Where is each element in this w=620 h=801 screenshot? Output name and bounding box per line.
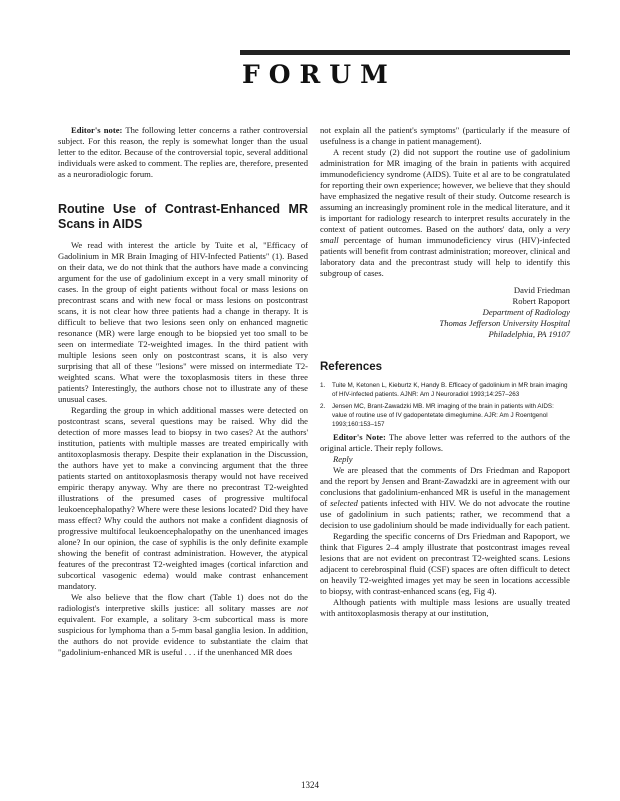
references-list <box>320 381 570 429</box>
reply-heading: Reply <box>333 454 353 464</box>
editors-note-label: Editor's note: <box>71 125 123 135</box>
author-institution: Thomas Jefferson University Hospital <box>439 318 570 328</box>
editors-note-text: The following letter concerns a rather controversial subject. For this reason, the reply is somewhat longer than the usual letter to the editor. Because of the controversial topic, several additional individuals were asked to comment. The replies are, therefore, presented as a neuroradiologic forum. <box>58 125 308 179</box>
text-run: We are pleased that the comments of Drs Friedman and Rapoport and the report by Jensen and Brant-Zawadzki are in agreement with our conclusions that gadolinium-enhanced MR is useful in the management of <box>320 465 570 508</box>
header-rule <box>240 50 570 55</box>
author-name: David Friedman <box>513 285 570 295</box>
section-heading: FORUM <box>242 60 397 89</box>
paragraph: Although patients with multiple mass lesions are usually treated with antitoxoplasmosis therapy at our institution, <box>320 597 570 618</box>
reference-text: Tuite M, Ketonen L, Kieburtz K, Handy B. Efficacy of gadolinium in MR brain imaging of HIV-infected patients. AJNR: Am J Neuroradiol 1993;14:257–263 <box>332 382 568 398</box>
left-column <box>58 125 308 658</box>
signature-block <box>320 285 570 340</box>
editors-note-2 <box>320 432 570 454</box>
paragraph: Regarding the specific concerns of Drs Friedman and Rapoport, we think that Figures 2–4 amply illustrate that postcontrast images reveal lesions that are not evident on precontrast T2-weighted scans. Lesions adjacent to cerebrospinal fluid (CSF) spaces are often difficult to detect on heavily T2-weighted images yet may be seen in locations accessible to biopsy, with contrast-enhanced scans (eg, Fig 4). <box>320 531 570 596</box>
reference-number: 1. <box>320 382 326 389</box>
references-heading: References <box>320 361 383 373</box>
author-city: Philadelphia, PA 19107 <box>488 329 570 339</box>
paragraph <box>320 465 570 531</box>
paragraph <box>58 592 308 658</box>
emphasis: not <box>297 603 308 613</box>
reference-item <box>320 402 570 429</box>
text-run: equivalent. For example, a solitary 3-cm subcortical mass is more suspicious for lymphoma than a 5-mm basal ganglia lesion. In addition, the authors do not provide evidence to substantiate the claim that "gadolinium-enhanced MR is useful . . . if the unenhanced MR does <box>58 614 308 657</box>
author-name: Robert Rapoport <box>512 296 570 306</box>
reference-item <box>320 381 570 399</box>
reference-number: 2. <box>320 403 326 410</box>
letter-title: Routine Use of Contrast-Enhanced MR Scans in AIDS <box>58 202 308 231</box>
editors-note-label: Editor's Note: <box>333 432 386 442</box>
paragraph: We read with interest the article by Tuite et al, "Efficacy of Gadolinium in MR Brain Imaging of HIV-Infected Patients" (1). Based on their data, we do not think that the authors have made a convincing argument for the use of gadolinium except in a very small minority of cases. In the group of eight patients without focal or mass lesions on precontrast scans and with new focal or mass lesions on postcontrast scans, it is not clear how three patients had a change in therapy. It is difficult to believe that two lesions seen only on enhanced magnetic resonance (MR) were large enough to be biopsied yet too small to be seen on intermediate T2-weighted images. In the third patient with multiple lesions seen only on postcontrast scans, it is also very surprising that all of these "lesions" were missed on intermediate T2-weighted scans. What were the toxoplasmosis titers in these three patients? Interestingly, the authors chose not to illustrate any of these unusual cases. <box>58 240 308 404</box>
page-number: 1324 <box>301 780 319 790</box>
author-department: Department of Radiology <box>482 307 570 317</box>
paragraph: not explain all the patient's symptoms" (particularly if the measure of usefulness is a change in patient management). <box>320 125 570 146</box>
text-run: A recent study (2) did not support the routine use of gadolinium administration for MR imaging of the brain in patients with acquired immunodeficiency syndrome (AIDS). Tuite et al are to be congratulated for reporting their own experience; however, we believe that they should have emphasized the negative result of their study. Outcome research is assuming an increasingly prominent role in the medical literature, and it is important for radiology research to interpret results accurately in the context of patient outcomes. Based on the authors' data, only a <box>320 147 570 234</box>
text-run: We also believe that the flow chart (Table 1) does not do the radiologist's interpretive skills justice: all solitary masses are <box>58 592 308 613</box>
paragraph: Regarding the group in which additional masses were detected on postcontrast scans, several questions may be raised. Why did the detection of more masses lead to biopsy in two cases? At the authors' institution, patients with multiple masses are treated empirically with antitoxoplasmosis therapy. Despite their explanation in the Discussion, the authors have yet to make a convincing argument that the three patients started on antitoxoplasmosis therapy would not have received empiric therapy anyway. Why are there no precontrast T2-weighted illustrations of the presumed cases of progressive multifocal leukoencephalopathy? Where were these lesions located? Did they have mass effect? Why could the authors not make a confident diagnosis of progressive multifocal leukoencephalopathy on the unenhanced images alone? In our opinion, the case of syphilis is the only definite example showing the benefit of contrast administration. However, the atypical features of the precontrast T2-weighted images (cortical infarction and subcortical vasogenic edema) would make contrast enhancement mandatory. <box>58 405 308 591</box>
text-run: percentage of human immunodeficiency virus (HIV)-infected patients will benefit from contrast administration; moreover, clinical and laboratory data and the precontrast study will help to identify this subgroup of cases. <box>320 235 570 278</box>
emphasis: very small <box>320 224 570 245</box>
right-column <box>320 125 570 619</box>
reference-text: Jensen MC, Brant-Zawadzki MB. MR imaging of the brain in patients with AIDS: value of routine use of IV gadopentetate dimeglumine. AJR: Am J Roentgenol 1993;160:153–157 <box>332 403 554 428</box>
paragraph <box>320 147 570 279</box>
text-run: patients infected with HIV. We do not advocate the routine use of gadolinium in such patients; rather, we recommend that a decision to use gadolinium should be made individually for each patient. <box>320 498 570 530</box>
editors-note <box>58 125 308 180</box>
editors-note-text: The above letter was referred to the authors of the original article. Their reply follows. <box>320 432 570 453</box>
emphasis: selected <box>330 498 358 508</box>
